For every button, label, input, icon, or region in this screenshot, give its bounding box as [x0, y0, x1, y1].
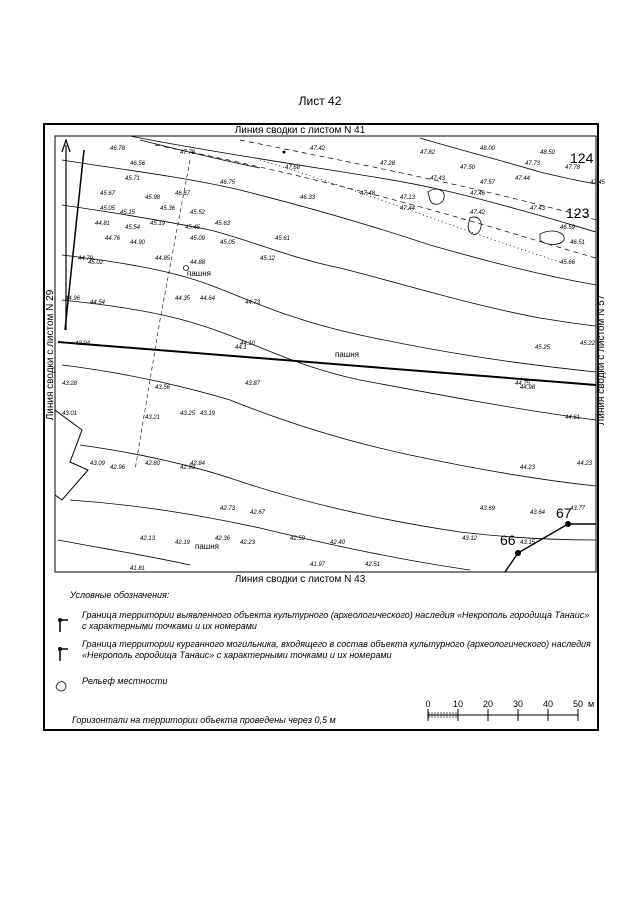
elevation-label: 42.51 [365, 562, 381, 568]
elevation-label: 45.61 [275, 236, 291, 242]
elevation-label: 47.82 [420, 150, 436, 156]
elevation-label: 43.28 [62, 381, 78, 387]
sheet-title: Лист 42 [298, 94, 342, 108]
elevation-label: 47.57 [480, 180, 496, 186]
elevation-label: 44.23 [520, 465, 536, 471]
elevation-label: 46.51 [570, 240, 586, 246]
legend-symbols [52, 600, 72, 720]
elevation-label: 46.78 [110, 146, 126, 152]
edge-label-top: Линия сводки с листом N 41 [234, 125, 366, 136]
scale-tick-label: 20 [482, 699, 494, 709]
elevation-label: 47.78 [565, 165, 581, 171]
legend-heading: Условные обозначения: [70, 590, 170, 600]
elevation-label: 42.67 [250, 510, 266, 516]
elevation-label: 47.78 [180, 150, 196, 156]
elevation-label: 42.59 [290, 536, 306, 542]
elevation-label: 44.61 [565, 415, 581, 421]
elevation-label: 45.19 [150, 221, 166, 227]
edge-label-left: Линия сводки с листом N 29 [45, 289, 56, 421]
elevation-label: 46.75 [220, 180, 236, 186]
elevation-label: 47.44 [515, 176, 531, 182]
left-cutout [55, 410, 88, 500]
elevation-label: 42.40 [330, 540, 346, 546]
elevation-label: 47.42 [310, 146, 326, 152]
elevation-label: 46.67 [175, 191, 191, 197]
elevation-label: 42.93 [180, 465, 196, 471]
footer-note: Горизонтали на территории объекта проведены через 0,5 м [72, 715, 336, 725]
elevation-label: 48.50 [540, 150, 556, 156]
elevation-label: 44.76 [105, 236, 121, 242]
field-label: пашня [187, 269, 211, 278]
contour-lines [58, 136, 596, 570]
edge-label-bottom: Линия сводки с листом N 43 [234, 574, 366, 585]
elevation-label: 47.44 [400, 206, 416, 212]
elevation-label: 44.98 [520, 385, 536, 391]
elevation-label: 45.45 [185, 225, 201, 231]
elevation-label: 44.64 [200, 296, 216, 302]
elevation-label: 43.21 [145, 415, 161, 421]
edge-label-right: Линия сводки с листом N 57 [596, 294, 607, 426]
field-label: пашня [195, 542, 219, 551]
elevation-label: 45.12 [260, 256, 276, 262]
scale-tick-label: 30 [512, 699, 524, 709]
point-label-66: 66 [500, 532, 516, 548]
elevation-label: 45.98 [145, 195, 161, 201]
elevation-label: 44.35 [175, 296, 191, 302]
elevation-label: 41.81 [130, 566, 146, 572]
elevation-label: 47.43 [430, 176, 446, 182]
point-66-marker [515, 550, 521, 556]
elevation-label: 45.67 [100, 191, 116, 197]
elevation-label: 46.56 [130, 161, 146, 167]
object-boundary-diagonal [65, 150, 84, 330]
point-67-marker [565, 521, 571, 527]
elevation-label: 43.64 [530, 510, 546, 516]
elevation-label: 42.84 [190, 461, 206, 467]
elevation-label: 47.46 [470, 191, 486, 197]
elevation-label: 42.36 [215, 536, 231, 542]
elevation-label: 44.85 [155, 256, 171, 262]
elevation-label: 44.90 [130, 240, 146, 246]
elevation-label: 45.05 [100, 206, 116, 212]
elevation-label: 43.69 [480, 506, 496, 512]
elevation-label: 47.28 [380, 161, 396, 167]
elevation-label: 44.79 [78, 256, 94, 262]
elevation-label: 43.15 [520, 540, 536, 546]
legend-item-boundary: Граница территории выявленного объекта культурного (археологического) наследия «Некрополь городища Танаис» с характерными точками и их номерами [82, 610, 590, 631]
scale-bar [420, 697, 600, 727]
elevation-label: 45.25 [535, 345, 551, 351]
elevation-label: 42.19 [175, 540, 191, 546]
elevation-label: 45.09 [190, 236, 206, 242]
elevation-label: 43.87 [245, 381, 261, 387]
elevation-label: 44.73 [245, 300, 261, 306]
elevation-label: 43.56 [155, 385, 171, 391]
elevation-label: 41.97 [310, 562, 326, 568]
elevation-label: 47.43 [530, 206, 546, 212]
elevation-label: 43.25 [180, 411, 196, 417]
elevation-label: 45.02 [88, 260, 104, 266]
elevation-label: 43.19 [200, 411, 216, 417]
elevation-label: 43.09 [90, 461, 106, 467]
elevation-label: 47.48 [360, 191, 376, 197]
marker-dot [283, 151, 286, 154]
elevation-label: 44.23 [577, 461, 593, 467]
legend-item-relief: Рельеф местности [82, 676, 168, 686]
object-boundary-line [58, 342, 596, 385]
elevation-label: 45.52 [190, 210, 206, 216]
elevation-label: 44.10 [240, 341, 256, 347]
scale-tick-label: 10 [452, 699, 464, 709]
elevation-label: 47.50 [460, 165, 476, 171]
elevation-label: 43.77 [570, 506, 586, 512]
elevation-label: 47.42 [470, 210, 486, 216]
scale-tick-label: 50 [572, 699, 584, 709]
elevation-label: 44.54 [90, 300, 106, 306]
point-label-124: 124 [570, 150, 594, 166]
elevation-label: 45.22 [580, 341, 596, 347]
boundary-points [505, 524, 596, 572]
elevation-label: 45.71 [125, 176, 141, 182]
elevation-label: 44.75 [515, 381, 531, 387]
field-label: пашня [335, 350, 359, 359]
elevation-label: 45.63 [215, 221, 231, 227]
elevation-label: 45.54 [125, 225, 141, 231]
legend-item-kurgan: Граница территории курганного могильника, входящего в состав объекта культурного (археологического) наследия «Некрополь городища Танаис» с характерными точками и их номерами [82, 639, 591, 660]
scale-unit: м [588, 699, 595, 709]
elevation-label: 42.96 [110, 465, 126, 471]
elevation-label: 42.13 [140, 536, 156, 542]
elevation-label: 42.80 [145, 461, 161, 467]
elevation-label: 42.73 [220, 506, 236, 512]
elevation-label: 43.01 [62, 411, 78, 417]
point-label-123: 123 [566, 205, 590, 221]
elevation-label: 45.15 [120, 210, 136, 216]
elevation-label: 47.13 [400, 195, 416, 201]
elevation-label: 46.59 [560, 225, 576, 231]
elevation-label: 46.33 [300, 195, 316, 201]
elevation-label: 47.68 [285, 165, 301, 171]
elevation-label: 44.1 [235, 345, 247, 351]
elevation-label: 45.66 [560, 260, 576, 266]
elevation-label: 44.81 [95, 221, 111, 227]
elevation-label: 47.73 [525, 161, 541, 167]
elevation-label: 45.05 [220, 240, 236, 246]
point-label-67: 67 [556, 505, 572, 521]
elevation-label: 43.94 [75, 341, 91, 347]
elevation-label: 44.96 [65, 296, 81, 302]
scale-tick-label: 0 [425, 699, 431, 709]
elevation-label: 42.23 [240, 540, 256, 546]
elevation-label: 48.00 [480, 146, 496, 152]
elevation-label: 45.36 [160, 206, 176, 212]
scale-tick-label: 40 [542, 699, 554, 709]
elevation-label: 43.12 [462, 536, 478, 542]
elevation-label: 44.88 [190, 260, 206, 266]
elevation-label: 47.45 [590, 180, 606, 186]
